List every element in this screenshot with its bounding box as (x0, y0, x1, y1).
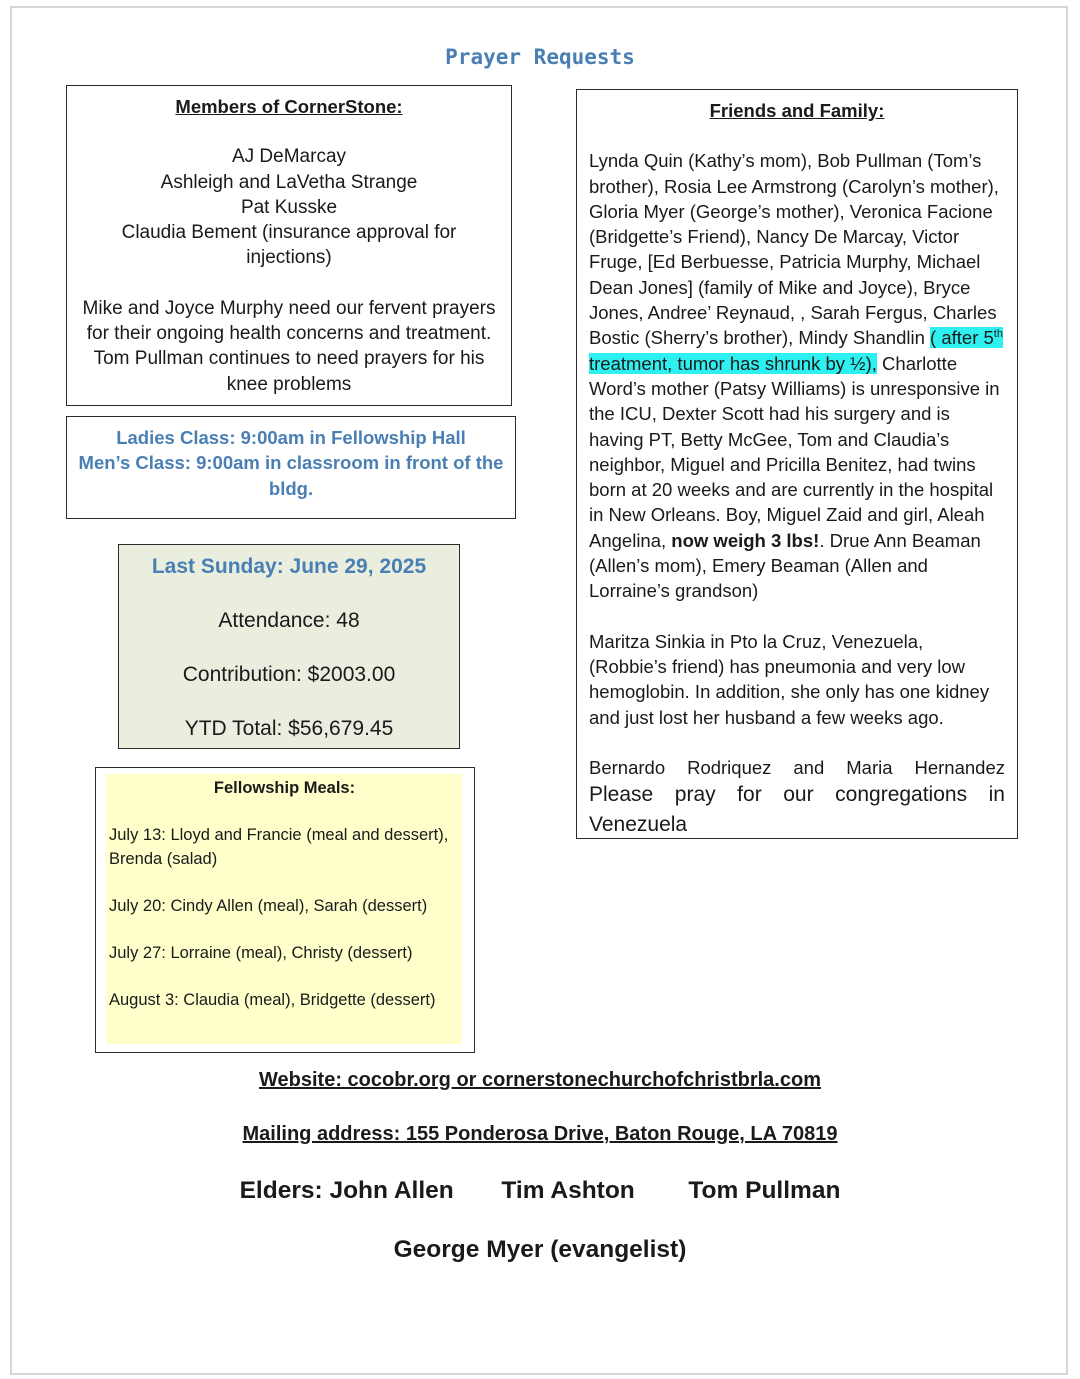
meals-header: Fellowship Meals: (213, 779, 356, 797)
friends-paragraph: Maritza Sinkia in Pto la Cruz, Venezuela, (Robbie’s friend) has pneumonia and very low hemoglobin. In addition, she only has one kidney and just lost her husband a few weeks ago. (589, 630, 990, 728)
elders-label: Elders: John Allen (239, 1177, 454, 1204)
mens-class: Men’s Class: 9:00am in classroom in front of the bldg. (78, 452, 504, 499)
evangelist-line: George Myer (evangelist) (393, 1236, 687, 1263)
meal-item: July 13: Lloyd and Francie (meal and dessert), Brenda (salad) (109, 826, 449, 868)
members-box (66, 85, 512, 406)
classes-box (66, 416, 516, 519)
attendance: Attendance: 48 (218, 609, 360, 632)
pray-venezuela: Please pray for our congregations in Venezuela (589, 783, 1005, 837)
member-name: Claudia Bement (insurance approval for injections) (121, 222, 457, 269)
meal-item: July 27: Lorraine (meal), Christy (dessert) (109, 944, 413, 962)
elder-name: Tom Pullman (688, 1177, 841, 1204)
friends-paragraph: Lynda Quin (Kathy’s mom), Bob Pullman (Tom’s brother), Rosia Lee Armstrong (Carolyn’s mother), Gloria Myer (George’s mother), Veronica Facione (Bridgette’s Friend), Nancy De Marcay, Victor Fruge, [Ed Berbuesse, Patricia Murphy, Michael Dean Jones] (family of Mike and Joyce), Bryce Jones, Andree’ Reynaud, , Sarah Fergus, Charles Bostic (Sherry’s brother), Mindy Shandlin ( after 5th treatment, tumor has shrunk by ½), Charlotte Word’s mother (Patsy Williams) is unresponsive in the ICU, Dexter Scott had his surgery and is having PT, Betty McGee, Tom and Claudia’s neighbor, Miguel and Pricilla Benitez, had twins born at 20 weeks and are currently in the hospital in New Orleans. Boy, Miguel Zaid and girl, Aleah Angelina, now weigh 3 lbs!. Drue Ann Beaman (Allen’s mom), Emery Beaman (Allen and Lorraine’s grandson) (589, 150, 1003, 602)
friends-header: Friends and Family: (709, 100, 885, 121)
last-sunday-heading: Last Sunday: June 29, 2025 (151, 555, 427, 578)
page-title: Prayer Requests (445, 45, 635, 69)
member-name: Pat Kusske (240, 196, 338, 218)
members-note: Tom Pullman continues to need prayers for his knee problems (93, 348, 485, 395)
ladies-class: Ladies Class: 9:00am in Fellowship Hall (116, 427, 466, 448)
friends-paragraph: Bernardo Rodriquez and Maria Hernandez (589, 756, 1005, 778)
member-name: AJ DeMarcay (231, 146, 347, 168)
members-note: Mike and Joyce Murphy need our fervent prayers for their ongoing health concerns and treatment. (82, 297, 496, 345)
meal-item: August 3: Claudia (meal), Bridgette (dessert) (109, 991, 436, 1009)
ytd-total: YTD Total: $56,679.45 (184, 717, 394, 740)
website-line: Website: cocobr.org or cornerstonechurchofchristbrla.com (259, 1069, 821, 1091)
friends-family-box (576, 89, 1018, 839)
member-name: Ashleigh and LaVetha Strange (160, 171, 418, 193)
mailing-address: Mailing address: 155 Ponderosa Drive, Baton Rouge, LA 70819 (242, 1123, 838, 1145)
elders-line (0, 1177, 1080, 1205)
last-sunday-box (118, 544, 460, 749)
contribution: Contribution: $2003.00 (182, 663, 396, 686)
members-header: Members of CornerStone: (175, 96, 403, 117)
highlighted-text: ( after 5th treatment, tumor has shrunk by ½), (589, 327, 1003, 374)
fellowship-meals-box (95, 767, 475, 1053)
elder-name: Tim Ashton (501, 1177, 635, 1204)
meal-item: July 20: Cindy Allen (meal), Sarah (dessert) (109, 897, 428, 915)
